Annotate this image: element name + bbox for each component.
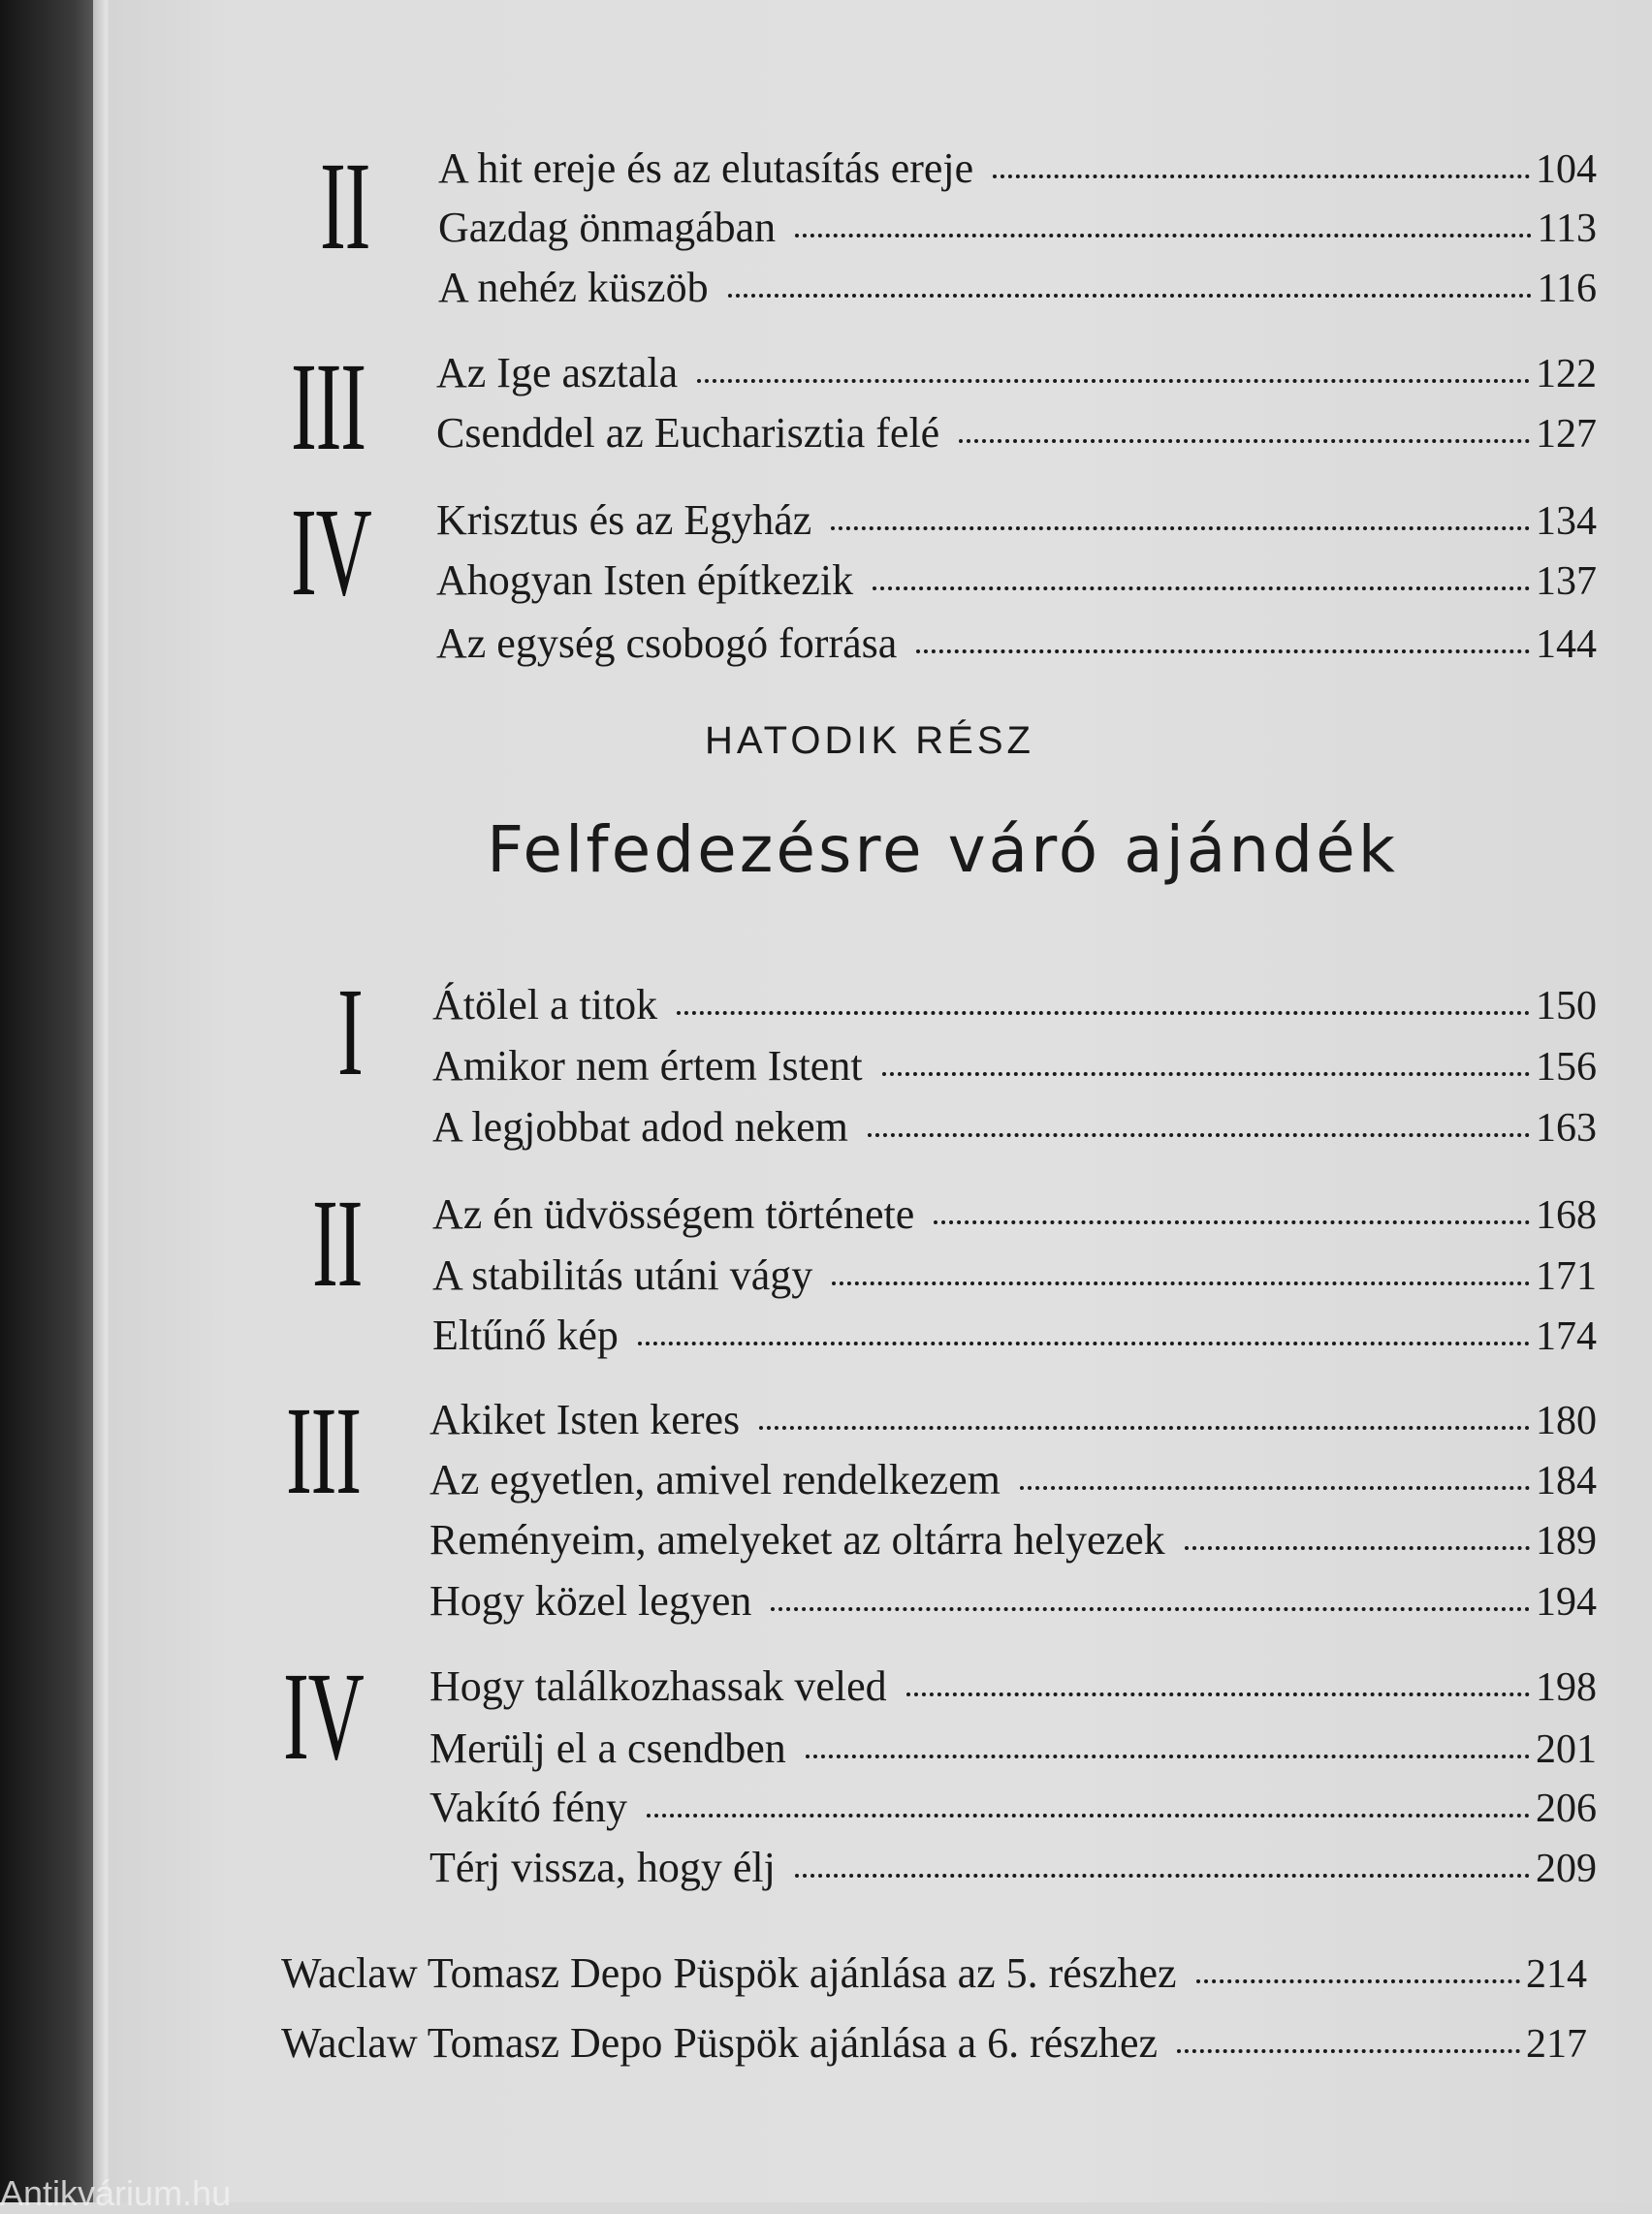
dot-leader — [882, 1072, 1530, 1076]
entry-title: Csenddel az Eucharisztia felé — [436, 409, 940, 457]
toc-entry[interactable] — [438, 257, 1597, 309]
entry-page: 137 — [1536, 559, 1597, 604]
toc-entry[interactable] — [281, 1943, 1587, 1995]
toc-entry[interactable] — [429, 1656, 1597, 1708]
dot-leader — [1177, 2049, 1520, 2053]
entry-title: A stabilitás utáni vágy — [432, 1251, 813, 1299]
book-spine-shadow — [0, 0, 107, 2202]
toc-entry[interactable] — [281, 2012, 1587, 2065]
entry-page: 184 — [1536, 1459, 1597, 1503]
entry-page: 194 — [1536, 1580, 1597, 1625]
dot-leader — [697, 379, 1530, 383]
entry-page: 168 — [1536, 1193, 1597, 1238]
watermark: Antikvárium.hu — [0, 2173, 232, 2213]
dot-leader — [795, 1874, 1530, 1878]
toc-entry[interactable] — [429, 1389, 1597, 1441]
entry-page: 104 — [1536, 147, 1597, 192]
roman-numeral: II — [320, 137, 370, 276]
dot-leader — [1020, 1486, 1530, 1490]
dot-leader — [934, 1220, 1530, 1224]
entry-page: 174 — [1536, 1314, 1597, 1359]
entry-page: 127 — [1536, 412, 1597, 457]
roman-numeral: IV — [291, 483, 371, 622]
entry-page: 201 — [1536, 1727, 1597, 1772]
dot-leader — [832, 1281, 1530, 1285]
entry-page: 163 — [1536, 1106, 1597, 1151]
roman-numeral: III — [291, 337, 365, 477]
dot-leader — [831, 526, 1530, 530]
dot-leader — [1185, 1546, 1530, 1550]
entry-title: Eltűnő kép — [432, 1312, 619, 1359]
entry-title: Waclaw Tomasz Depo Püspök ajánlása a 6. részhez — [281, 2019, 1159, 2067]
entry-title: Reményeim, amelyeket az oltárra helyezek — [429, 1516, 1165, 1564]
roman-numeral: I — [337, 963, 363, 1102]
dot-leader — [647, 1814, 1530, 1818]
entry-title: Merülj el a csendben — [429, 1724, 786, 1772]
entry-title: Hogy találkozhassak veled — [429, 1662, 887, 1710]
toc-entry[interactable] — [436, 342, 1597, 395]
entry-title: Az egyetlen, amivel rendelkezem — [429, 1456, 1001, 1503]
toc-entry[interactable] — [429, 1509, 1597, 1562]
entry-page: 189 — [1536, 1519, 1597, 1564]
dot-leader — [728, 294, 1532, 298]
toc-entry[interactable] — [436, 613, 1597, 665]
entry-title: Az én üdvösségem története — [432, 1190, 915, 1238]
entry-page: 116 — [1537, 267, 1597, 311]
entry-title: Waclaw Tomasz Depo Püspök ajánlása az 5. részhez — [281, 1949, 1177, 1997]
entry-page: 156 — [1536, 1045, 1597, 1090]
dot-leader — [795, 234, 1531, 237]
dot-leader — [1196, 1979, 1520, 1983]
entry-title: A nehéz küszöb — [438, 264, 709, 311]
toc-entry[interactable] — [432, 1305, 1597, 1357]
entry-title: Átölel a titok — [432, 981, 658, 1028]
entry-page: 214 — [1526, 1952, 1587, 1997]
entry-page: 150 — [1536, 984, 1597, 1028]
toc-entry[interactable] — [432, 1184, 1597, 1236]
toc-entry[interactable] — [429, 1570, 1597, 1623]
toc-entry[interactable] — [429, 1449, 1597, 1502]
entry-page: 144 — [1536, 622, 1597, 667]
entry-title: Gazdag önmagában — [438, 204, 777, 251]
entry-title: Krisztus és az Egyház — [436, 496, 812, 544]
toc-entry[interactable] — [432, 1096, 1597, 1149]
part-title: Felfedezésre váró ajándék — [487, 812, 1398, 887]
dot-leader — [868, 1133, 1530, 1137]
entry-page: 122 — [1536, 352, 1597, 396]
entry-page: 198 — [1536, 1665, 1597, 1710]
dot-leader — [916, 649, 1530, 653]
toc-entry[interactable] — [438, 138, 1597, 190]
dot-leader — [906, 1692, 1530, 1696]
toc-entry[interactable] — [432, 1035, 1597, 1088]
entry-page: 113 — [1537, 206, 1597, 251]
entry-title: Ahogyan Isten építkezik — [436, 556, 854, 604]
toc-entry[interactable] — [429, 1837, 1597, 1889]
dot-leader — [759, 1426, 1530, 1430]
entry-title: Hogy közel legyen — [429, 1577, 752, 1625]
dot-leader — [677, 1011, 1530, 1015]
entry-title: Vakító fény — [429, 1784, 628, 1831]
entry-page: 206 — [1536, 1787, 1597, 1831]
roman-numeral: III — [286, 1381, 361, 1521]
roman-numeral: II — [312, 1174, 363, 1313]
dot-leader — [993, 174, 1530, 178]
entry-title: Az egység csobogó forrása — [436, 619, 898, 667]
dot-leader — [806, 1755, 1530, 1758]
toc-entry[interactable] — [436, 550, 1597, 602]
entry-page: 217 — [1526, 2022, 1587, 2067]
toc-entry[interactable] — [436, 490, 1597, 542]
dot-leader — [771, 1607, 1530, 1611]
dot-leader — [873, 586, 1530, 590]
entry-title: A hit ereje és az elutasítás ereje — [438, 144, 974, 192]
toc-entry[interactable] — [438, 197, 1597, 249]
entry-page: 180 — [1536, 1399, 1597, 1443]
dot-leader — [638, 1342, 1530, 1345]
entry-page: 171 — [1536, 1254, 1597, 1299]
toc-entry[interactable] — [432, 1245, 1597, 1297]
entry-title: Az Ige asztala — [436, 349, 679, 396]
roman-numeral: IV — [283, 1647, 364, 1787]
entry-page: 134 — [1536, 499, 1597, 544]
entry-page: 209 — [1536, 1847, 1597, 1891]
dot-leader — [959, 439, 1530, 443]
toc-entry[interactable] — [429, 1777, 1597, 1829]
part-label: HATODIK RÉSZ — [705, 719, 1034, 762]
entry-title: Amikor nem értem Istent — [432, 1042, 863, 1090]
entry-title: Akiket Isten keres — [429, 1396, 741, 1443]
entry-title: A legjobbat adod nekem — [432, 1103, 848, 1151]
entry-title: Térj vissza, hogy élj — [429, 1844, 776, 1891]
toc-entry[interactable] — [429, 1718, 1597, 1770]
toc-entry[interactable] — [432, 974, 1597, 1027]
toc-entry[interactable] — [436, 402, 1597, 455]
